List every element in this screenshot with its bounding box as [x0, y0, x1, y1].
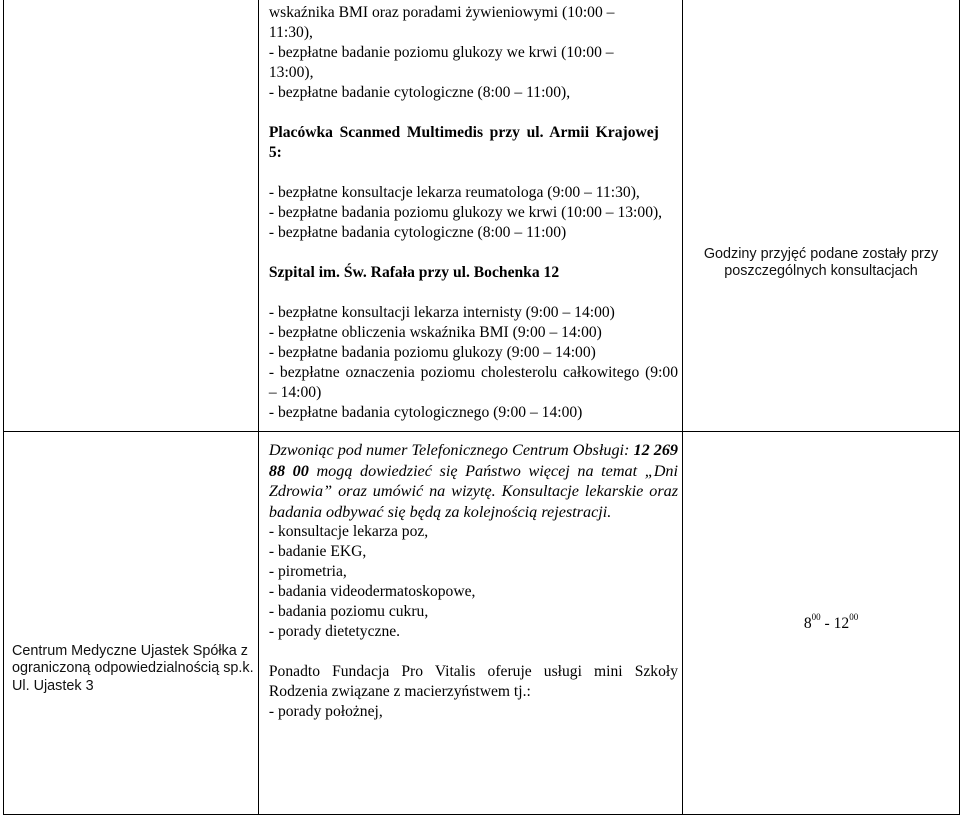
vitalis-item: - porady położnej,: [268, 703, 383, 720]
rafal-item: - bezpłatne konsultacji lekarza internisty (9:00 – 14:00): [268, 304, 615, 321]
text-line: 13:00),: [268, 64, 314, 81]
intro-text: Dzwoniąc pod numer Telefonicznego Centrum Obsługi:: [268, 441, 634, 459]
scanmed-item: - bezpłatne badania cytologiczne (8:00 – 11:00): [268, 224, 567, 241]
middle-cell-row1: [258, 0, 682, 432]
events-table: [3, 0, 960, 815]
text-line: - bezpłatne badanie poziomu glukozy we krwi (10:00 –: [268, 44, 614, 61]
table-row: [4, 0, 960, 432]
rafal-heading: Szpital im. Św. Rafała przy ul. Bochenka 12: [268, 264, 560, 281]
clinic-name: Centrum Medyczne Ujastek Spółka z ograniczoną odpowiedzialnością sp.k. Ul. Ujastek 3: [12, 642, 254, 694]
scanmed-item: - bezpłatne badania poziomu glukozy we krwi (10:00 – 13:00),: [268, 204, 663, 221]
hours-end-minutes: 00: [849, 611, 859, 622]
hours-end: - 12: [820, 615, 850, 632]
service-item: - konsultacje lekarza poz,: [268, 523, 429, 540]
vitalis-text: Ponadto Fundacja Pro Vitalis oferuje usługi mini Szkoły Rodzenia związane z macierzyństwem tj.:: [268, 663, 679, 700]
hours-note: Godziny przyjęć podane zostały przy poszczególnych konsultacjach: [703, 245, 939, 279]
left-cell-row2: [4, 432, 259, 815]
rafal-item: - bezpłatne badania cytologicznego (9:00 – 14:00): [268, 404, 583, 421]
opening-hours: [803, 611, 859, 632]
rafal-item: - bezpłatne oznaczenia poziomu cholesterolu całkowitego (9:00 – 14:00): [268, 364, 679, 401]
phone-number: 12 269 88 00: [268, 441, 679, 480]
right-cell-row2: [683, 432, 960, 815]
scanmed-heading: Placówka Scanmed Multimedis przy ul. Armii Krajowej 5:: [268, 124, 659, 161]
hours-start-minutes: 00: [811, 611, 821, 622]
text-line: - bezpłatne badanie cytologiczne (8:00 – 11:00),: [268, 84, 571, 101]
service-item: - badania videodermatoskopowe,: [268, 583, 476, 600]
phone-intro: [269, 440, 678, 522]
scanmed-item: - bezpłatne konsultacje lekarza reumatologa (9:00 – 11:30),: [268, 184, 640, 201]
service-item: - badanie EKG,: [268, 543, 367, 560]
service-item: - porady dietetyczne.: [268, 623, 401, 640]
rafal-item: - bezpłatne obliczenia wskaźnika BMI (9:00 – 14:00): [268, 324, 602, 341]
intro-text-rest: mogą dowiedzieć się Państwo więcej na temat „Dni Zdrowia” oraz umówić na wizytę. Konsultacje lekarskie oraz badania odbywać się będą za kolejnością rejestracji.: [268, 461, 679, 521]
left-cell-empty: [4, 0, 259, 432]
right-cell-row1: [683, 0, 960, 432]
middle-cell-row2: [258, 432, 682, 815]
service-item: - badania poziomu cukru,: [268, 603, 429, 620]
rafal-item: - bezpłatne badania poziomu glukozy (9:00 – 14:00): [268, 344, 596, 361]
hours-start: 8: [803, 615, 812, 632]
service-item: - pirometria,: [268, 563, 347, 580]
table-row: [4, 432, 960, 815]
text-line: wskaźnika BMI oraz poradami żywieniowymi (10:00 –: [268, 4, 615, 21]
text-line: 11:30),: [268, 24, 313, 41]
